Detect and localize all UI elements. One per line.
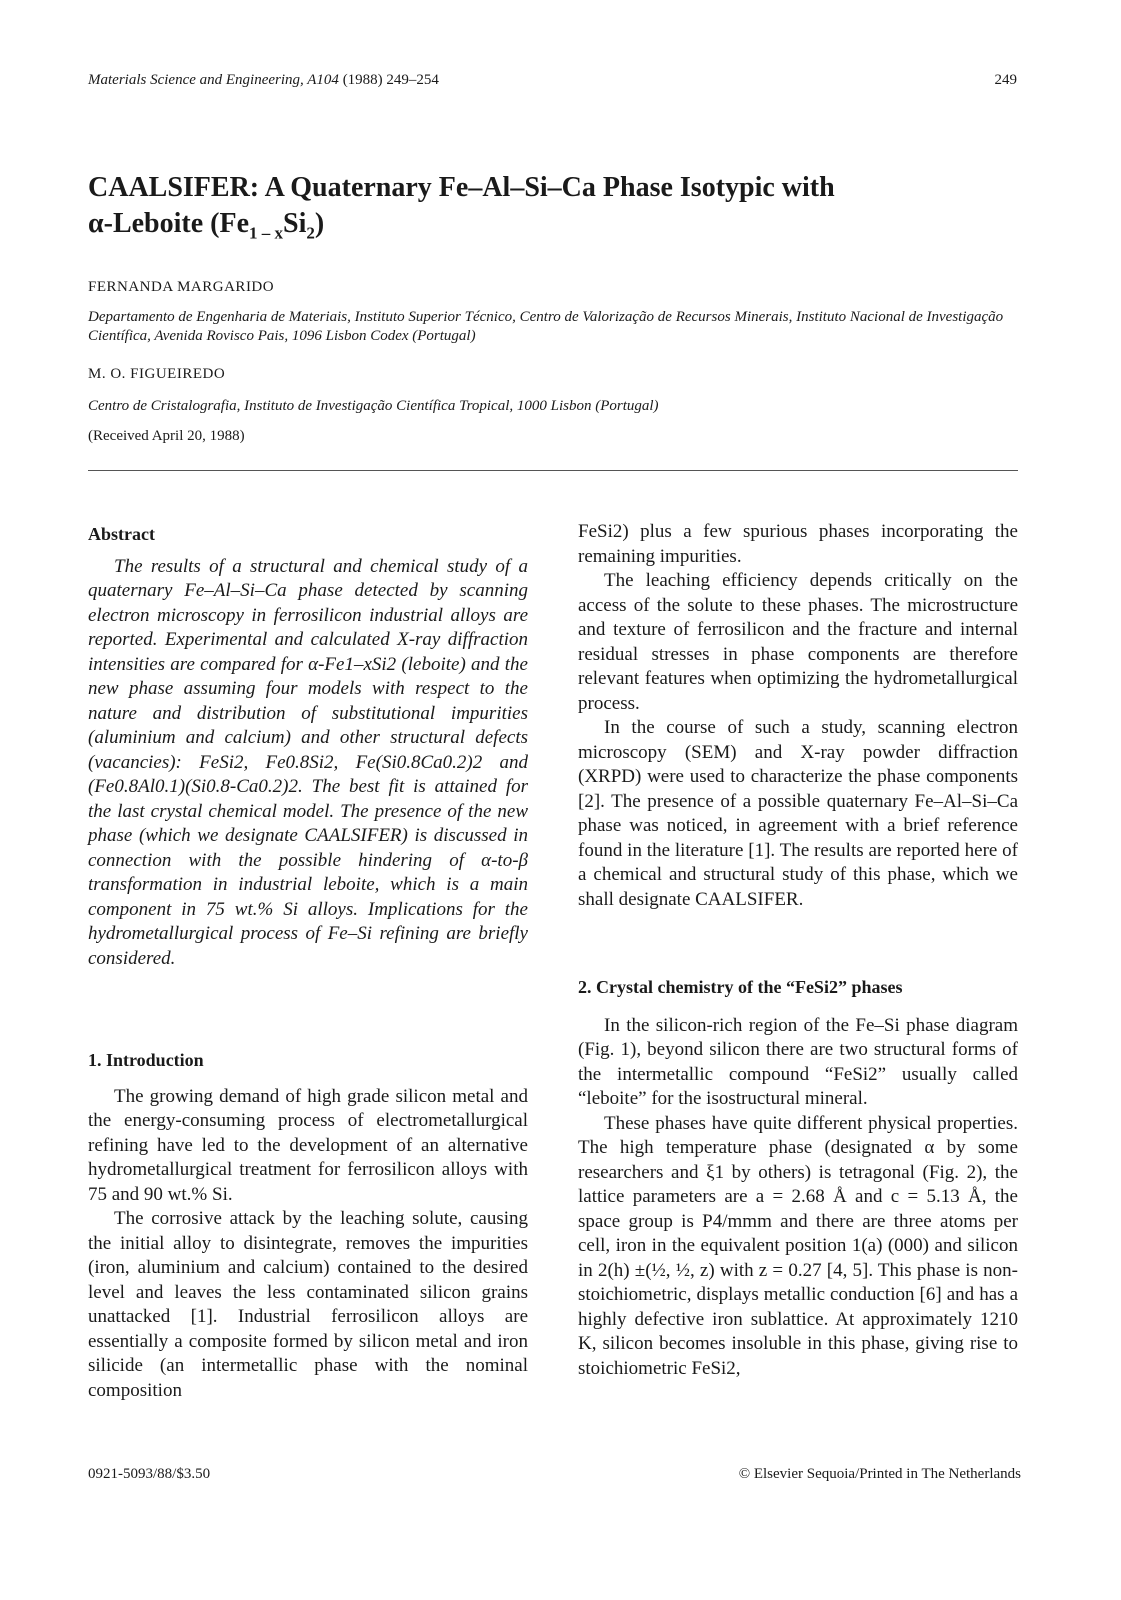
paragraph: These phases have quite different physical properties. The high temperature phase (designated α by some researchers and ξ1 by others) is tetragonal (Fig. 2), the lattice parameters are a = 2.68 Å and c = 5.13 Å, the space group is P4/mmm and there are three atoms per cell, iron in the equivalent position 1(a) (000) and silicon in 2(h) ±(½, ½, z) with z = 0.27 [4, 5]. This phase is non-stoichiometric, displays metallic conduction [6] and has a highly defective iron sublattice. At approximately 1210 K, silicon becomes insoluble in this phase, giving rise to stoichiometric FeSi2,	[578, 1112, 1018, 1379]
journal-year-pages: (1988) 249–254	[342, 72, 439, 88]
abstract-section	[88, 522, 528, 971]
paragraph: The leaching efficiency depends critically on the access of the solute to these phases. The microstructure and texture of ferrosilicon and the fracture and internal residual stresses in phase components are therefore relevant features when optimizing the hydrometallurgical process.	[578, 570, 1018, 714]
paragraph: In the silicon-rich region of the Fe–Si phase diagram (Fig. 1), beyond silicon there are two structural forms of the intermetallic compound “FeSi2” usually called “leboite” for the isostructural mineral.	[578, 1014, 1018, 1109]
abstract-text: The results of a structural and chemical study of a quaternary Fe–Al–Si–Ca phase detected by scanning electron microscopy in ferrosilicon industrial alloys are reported. Experimental and calculated X-ray diffraction intensities are compared for α-Fe1–xSi2 (leboite) and the new phase assuming four models with respect to the nature and distribution of substitutional impurities (aluminium and calcium) and other structural defects (vacancies): FeSi2, Fe0.8Si2, Fe(Si0.8Ca0.2)2 and (Fe0.8Al0.1)(Si0.8-Ca0.2)2. The best fit is attained for the last crystal chemical model. The presence of the new phase (which we designate CAALSIFER) is discussed in connection with the possible hindering of α-to-β transformation in industrial leboite, which is a main component in 75 wt.% Si alloys. Implications for the hydrometallurgical process of Fe–Si refining are briefly considered.	[88, 555, 528, 969]
page-number: 249	[994, 72, 1017, 88]
author-affiliation: Departamento de Engenharia de Materiais, Instituto Superior Técnico, Centro de Valorização de Recursos Minerais, Instituto Nacional de Investigação Científica, Avenida Rovisco Pais, 1096 Lisbon Codex (Portugal)	[88, 309, 1004, 344]
title-line-1: CAALSIFER: A Quaternary Fe–Al–Si–Ca Phase Isotypic with	[88, 172, 835, 203]
right-column-intro	[578, 520, 1018, 912]
received-date: (Received April 20, 1988)	[88, 428, 245, 444]
publisher-line: © Elsevier Sequoia/Printed in The Netherlands	[738, 1466, 1021, 1482]
author-name: M. O. FIGUEIREDO	[88, 366, 226, 382]
paragraph: In the course of such a study, scanning electron microscopy (SEM) and X-ray powder diffraction (XRPD) were used to characterize the phase components [2]. The presence of a possible quaternary Fe–Al–Si–Ca phase was noticed, in agreement with a brief reference found in the literature [1]. The results are reported here of a chemical and structural study of this phase, which we shall designate CAALSIFER.	[578, 717, 1018, 910]
paragraph: FeSi2) plus a few spurious phases incorporating the remaining impurities.	[578, 521, 1018, 567]
introduction-section	[88, 1048, 528, 1403]
author-affiliation: Centro de Cristalografia, Instituto de Investigação Científica Tropical, 1000 Lisbon (Portugal)	[88, 398, 659, 414]
article-code: 0921-5093/88/$3.50	[88, 1466, 211, 1482]
author-name: FERNANDA MARGARIDO	[88, 279, 275, 295]
paper-title	[88, 170, 988, 252]
title-line-2: α-Leboite $(Fe_{1 - x}Si_2)$	[88, 208, 325, 243]
abstract-heading: Abstract	[88, 524, 155, 544]
section-2-heading: 2. Crystal chemistry of the “FeSi2” phases	[578, 977, 903, 997]
journal-volume: A104	[307, 72, 339, 88]
header-divider	[88, 470, 1018, 471]
journal-citation	[88, 72, 439, 89]
journal-name: Materials Science and Engineering,	[88, 72, 304, 88]
section-2	[578, 975, 1018, 1381]
paragraph: The growing demand of high grade silicon metal and the energy-consuming process of electrometallurgical refining have led to the development of an alternative hydrometallurgical treatment for ferrosilicon alloys with 75 and 90 wt.% Si.	[88, 1085, 528, 1205]
introduction-heading: 1. Introduction	[88, 1050, 204, 1070]
paragraph: The corrosive attack by the leaching solute, causing the initial alloy to disintegrate, removes the impurities (iron, aluminium and calcium) contained to the desired level and leaves the less contaminated silicon grains unattacked [1]. Industrial ferrosilicon alloys are essentially a composite formed by silicon metal and iron silicide (an intermetallic phase with the nominal composition	[88, 1208, 528, 1401]
